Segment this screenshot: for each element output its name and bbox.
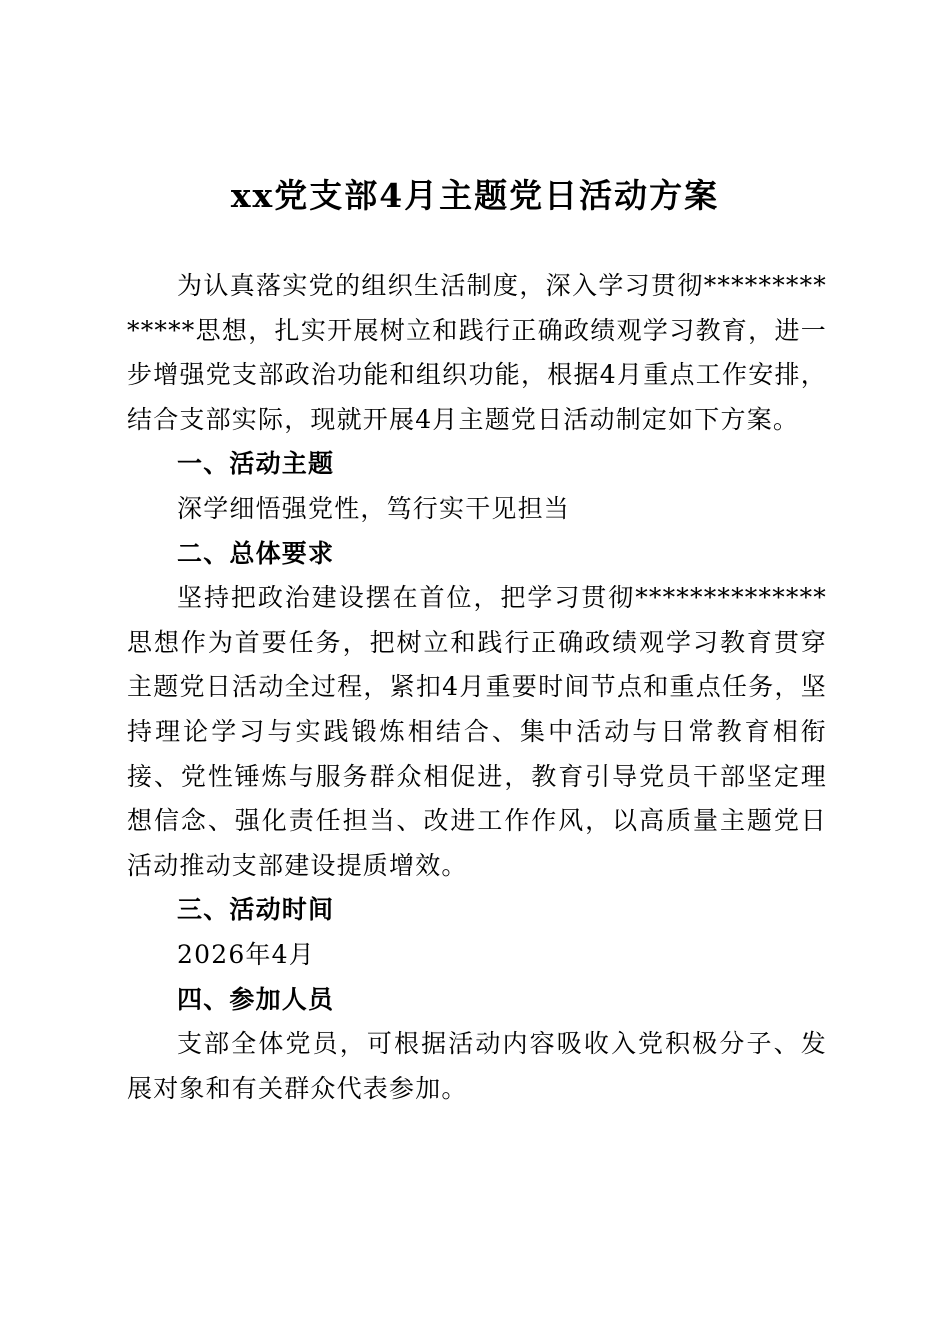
section-heading-requirements: 二、总体要求 — [177, 538, 335, 568]
section-body-requirements: 坚持把政治建设摆在首位，把学习贯彻**************思想作为首要任务，把树立和践行正确政绩观学习教育贯穿主题党日活动全过程，紧扣4月重要时间节点和重点任务，坚持理论学习与实践锻炼相结合、集中活动与日常教育相衔接、党性锤炼与服务群众相促进，教育引导党员干部坚定理想信念、强化责任担当、改进工作作风，以高质量主题党日活动推动支部建设提质增效。 — [127, 583, 827, 880]
section-body-time: 2026年4月 — [177, 939, 315, 969]
document-body — [127, 264, 827, 1111]
intro-paragraph: 为认真落实党的组织生活制度，深入学习贯彻**************思想，扎实开展树立和践行正确政绩观学习教育，进一步增强党支部政治功能和组织功能，根据4月重点工作安排，结合支部实际，现就开展4月主题党日活动制定如下方案。 — [127, 271, 827, 434]
section-heading-theme: 一、活动主题 — [177, 449, 335, 479]
document-title: xx党支部4月主题党日活动方案 — [230, 176, 720, 215]
section-body-theme: 深学细悟强党性，笃行实干见担当 — [177, 493, 571, 523]
section-body-participants: 支部全体党员，可根据活动内容吸收入党积极分子、发展对象和有关群众代表参加。 — [127, 1029, 827, 1103]
section-heading-time: 三、活动时间 — [177, 895, 335, 925]
section-heading-participants: 四、参加人员 — [177, 984, 335, 1014]
